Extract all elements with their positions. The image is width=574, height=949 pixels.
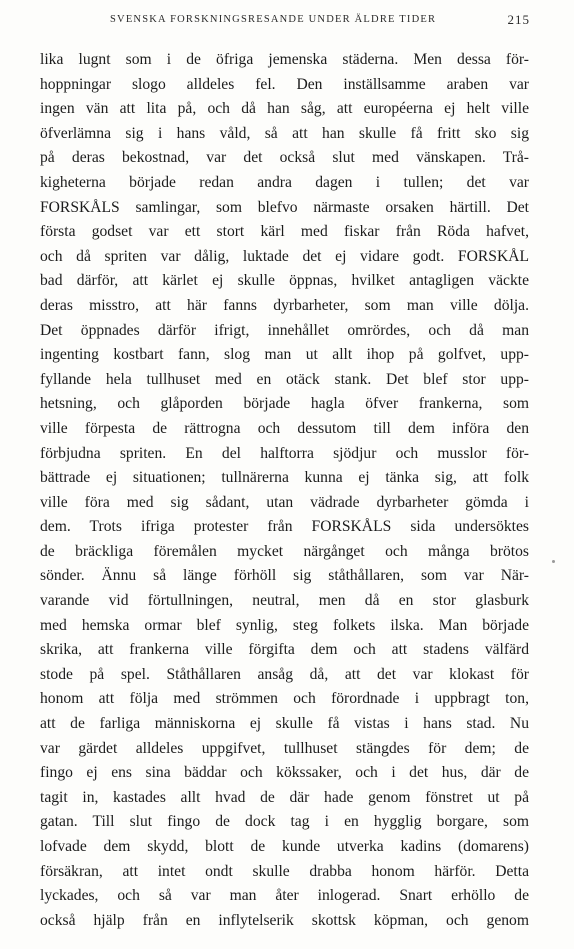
text-line: stode på spel. Ståthållaren ansåg då, att det var klokast för [40,665,529,683]
text-line: lofvade dem skydd, blott de kunde utverka kadins (domarens) [40,838,529,855]
text-line: bättrade ej situationen; tullnärerna kunna ej tänka sig, att folk [40,469,529,487]
text-line: ville förpesta de rättrogna och dessutom till dem införa den [40,419,529,437]
body-text [40,48,529,933]
text-line: de bräckliga föremålen mycket närgånget och många brötos [40,542,529,560]
text-line: fyllande hela tullhuset med en otäck stank. Det blef stor upp- [40,370,529,388]
running-title: SVENSKA FORSKNINGSRESANDE UNDER ÄLDRE TIDER [110,14,437,25]
text-line: deras misstro, att här fanns dyrbarheter, som man ville dölja. [40,296,529,314]
text-line: på deras bekostnad, var det också slut med vänskapen. Trå- [40,149,529,167]
running-head [40,14,530,34]
text-line: Det öppnades därför ifrigt, innehållet omrördes, och då man [40,321,529,339]
text-line: hetsning, och glåporden började hagla öfver frankerna, som [40,395,529,413]
text-line: öfverlämna sig i hans våld, så att han skulle få fritt sko sig [40,124,529,142]
text-line: lika lugnt som i de öfriga jemenska städerna. Men dessa för- [40,51,529,68]
text-line: ingenting kostbart fann, slog man ut allt ihop på golfvet, upp- [40,346,529,364]
text-line: skrika, att frankerna ville förgifta dem och att stadens välfärd [40,641,529,659]
margin-mark [552,560,555,563]
text-line: bad därför, att kärlet ej skulle öppnas, hvilket antagligen väckte [40,272,529,290]
text-line: lyckades, och så var man åter inlogerad. Snart erhöllo de [40,887,529,905]
text-line: hoppningar slogo alldeles fel. Den inställsamme araben var [40,75,529,93]
text-line: tagit in, kastades allt hvad de där hade genom fönstret ut på [40,788,529,806]
text-line: också hjälp från en inflytelserik skottsk köpman, och genom [40,911,529,929]
text-line: kigheterna började redan andra dagen i tullen; det var [40,173,529,191]
text-line: var gärdet alldeles uppgifvet, tullhuset stängdes för dem; de [40,739,529,757]
text-line: med hemska ormar blef synlig, steg folkets ilska. Man började [40,616,529,634]
text-line: fingo ej ens sina bäddar och kökssaker, och i det hus, där de [40,764,529,782]
text-line: och då spriten var dålig, luktade det ej vidare godt. FORSKÅL [40,247,529,265]
text-line: ville föra med sig sådant, utan vädrade dyrbarheter gömda i [40,493,529,511]
text-line: första godset var ett stort kärl med fiskar från Röda hafvet, [40,223,529,241]
text-line: försäkran, att intet ondt skulle drabba honom härför. Detta [40,862,529,880]
text-line: FORSKÅLS samlingar, som blefvo närmaste orsaken härtill. Det [40,198,529,216]
text-line: sönder. Ännu så länge förhöll sig ståthållaren, som var När- [40,567,529,585]
text-line: att de farliga människorna ej skulle få vistas i hans stad. Nu [40,715,529,733]
text-line: honom att följa med strömmen och förordnade i uppbragt ton, [40,690,529,708]
text-line: varande vid förtullningen, neutral, men då en stor glasburk [40,592,529,610]
text-line: förbjudna spriten. En del halftorra sjödjur och musslor för- [40,444,529,462]
text-line: gatan. Till slut fingo de dock tag i en hygglig borgare, som [40,813,529,831]
page-number: 215 [507,12,530,27]
text-line: ingen vän att lita på, och då han såg, att européerna ej helt ville [40,100,529,118]
text-line: dem. Trots ifriga protester från FORSKÅLS sida undersöktes [40,518,529,536]
